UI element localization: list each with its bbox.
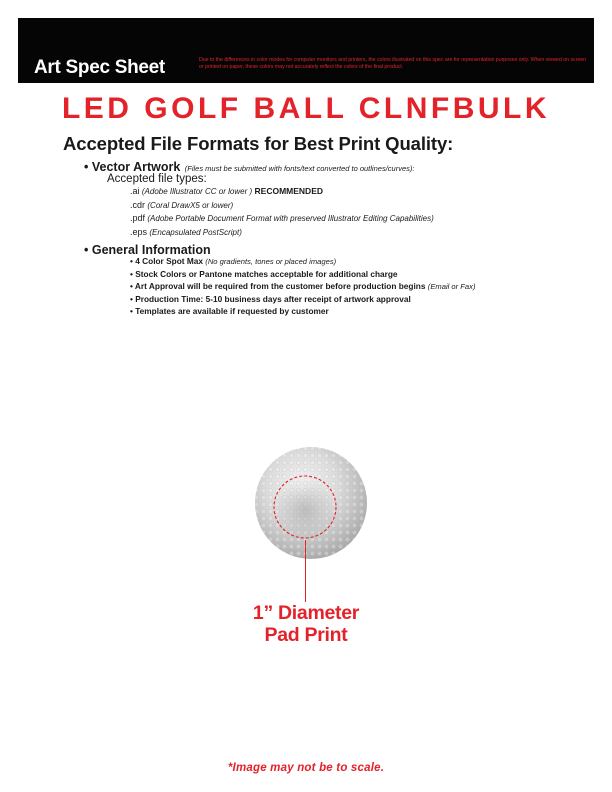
file-formats-heading: Accepted File Formats for Best Print Quality: <box>63 133 454 154</box>
imprint-callout <box>206 602 406 646</box>
recommended-label: RECOMMENDED <box>254 186 324 196</box>
info-text: • 4 Color Spot Max <box>130 256 203 266</box>
info-text: • Templates are available if requested by customer <box>130 306 329 316</box>
vector-artwork-note: (Files must be submitted with fonts/text converted to outlines/curves): <box>184 164 415 173</box>
list-item <box>130 268 475 280</box>
imprint-area-shade <box>273 475 337 539</box>
header-bar <box>18 18 594 83</box>
callout-line <box>305 540 306 602</box>
file-description: (Adobe Illustrator CC or lower ) <box>141 187 253 196</box>
file-description: (Encapsulated PostScript) <box>149 227 242 237</box>
file-extension: .ai <box>130 186 140 196</box>
info-text: • Stock Colors or Pantone matches acceptable for additional charge <box>130 269 398 279</box>
list-item <box>130 212 434 226</box>
list-item <box>130 185 434 199</box>
list-item <box>130 280 475 293</box>
imprint-method-label: Pad Print <box>264 624 348 646</box>
list-item <box>130 199 434 213</box>
file-extension: .eps <box>130 226 148 237</box>
color-disclaimer: Due to the differences in color modes for computer monitors and printers, the colors illustrated on this spec are for representation purposes only. When viewed on screen or printed on paper, these colors may not accurately reflect the colors of the final product. <box>199 57 587 71</box>
golf-ball-illustration <box>253 445 369 561</box>
list-item <box>130 293 475 305</box>
info-note: (Email or Fax) <box>427 282 476 291</box>
imprint-size-label: 1” Diameter <box>252 602 360 624</box>
list-item <box>130 255 475 268</box>
file-description: (Coral DrawX5 or lower) <box>147 200 234 210</box>
info-text: • Production Time: 5-10 business days after receipt of artwork approval <box>130 294 411 304</box>
file-extension: .pdf <box>130 213 146 224</box>
file-extension: .cdr <box>130 199 146 210</box>
header-title: Art Spec Sheet <box>34 57 165 78</box>
vector-artwork-label: • Vector Artwork <box>84 160 181 174</box>
list-item <box>130 305 475 317</box>
product-title: LED GOLF BALL CLNFBULK <box>61 92 551 125</box>
file-types-list <box>130 185 434 239</box>
scale-disclaimer: *Image may not be to scale. <box>227 762 385 774</box>
file-description: (Adobe Portable Document Format with preserved Illustrator Editing Capabilities) <box>147 214 434 224</box>
golf-ball-image <box>253 445 369 561</box>
info-note: (No gradients, tones or placed images) <box>205 257 337 266</box>
file-types-heading: Accepted file types: <box>107 173 207 185</box>
list-item <box>130 226 434 240</box>
general-info-list <box>130 255 475 317</box>
info-text: • Art Approval will be required from the customer before production begins <box>130 281 426 291</box>
general-info-heading: • General Information <box>84 243 211 257</box>
